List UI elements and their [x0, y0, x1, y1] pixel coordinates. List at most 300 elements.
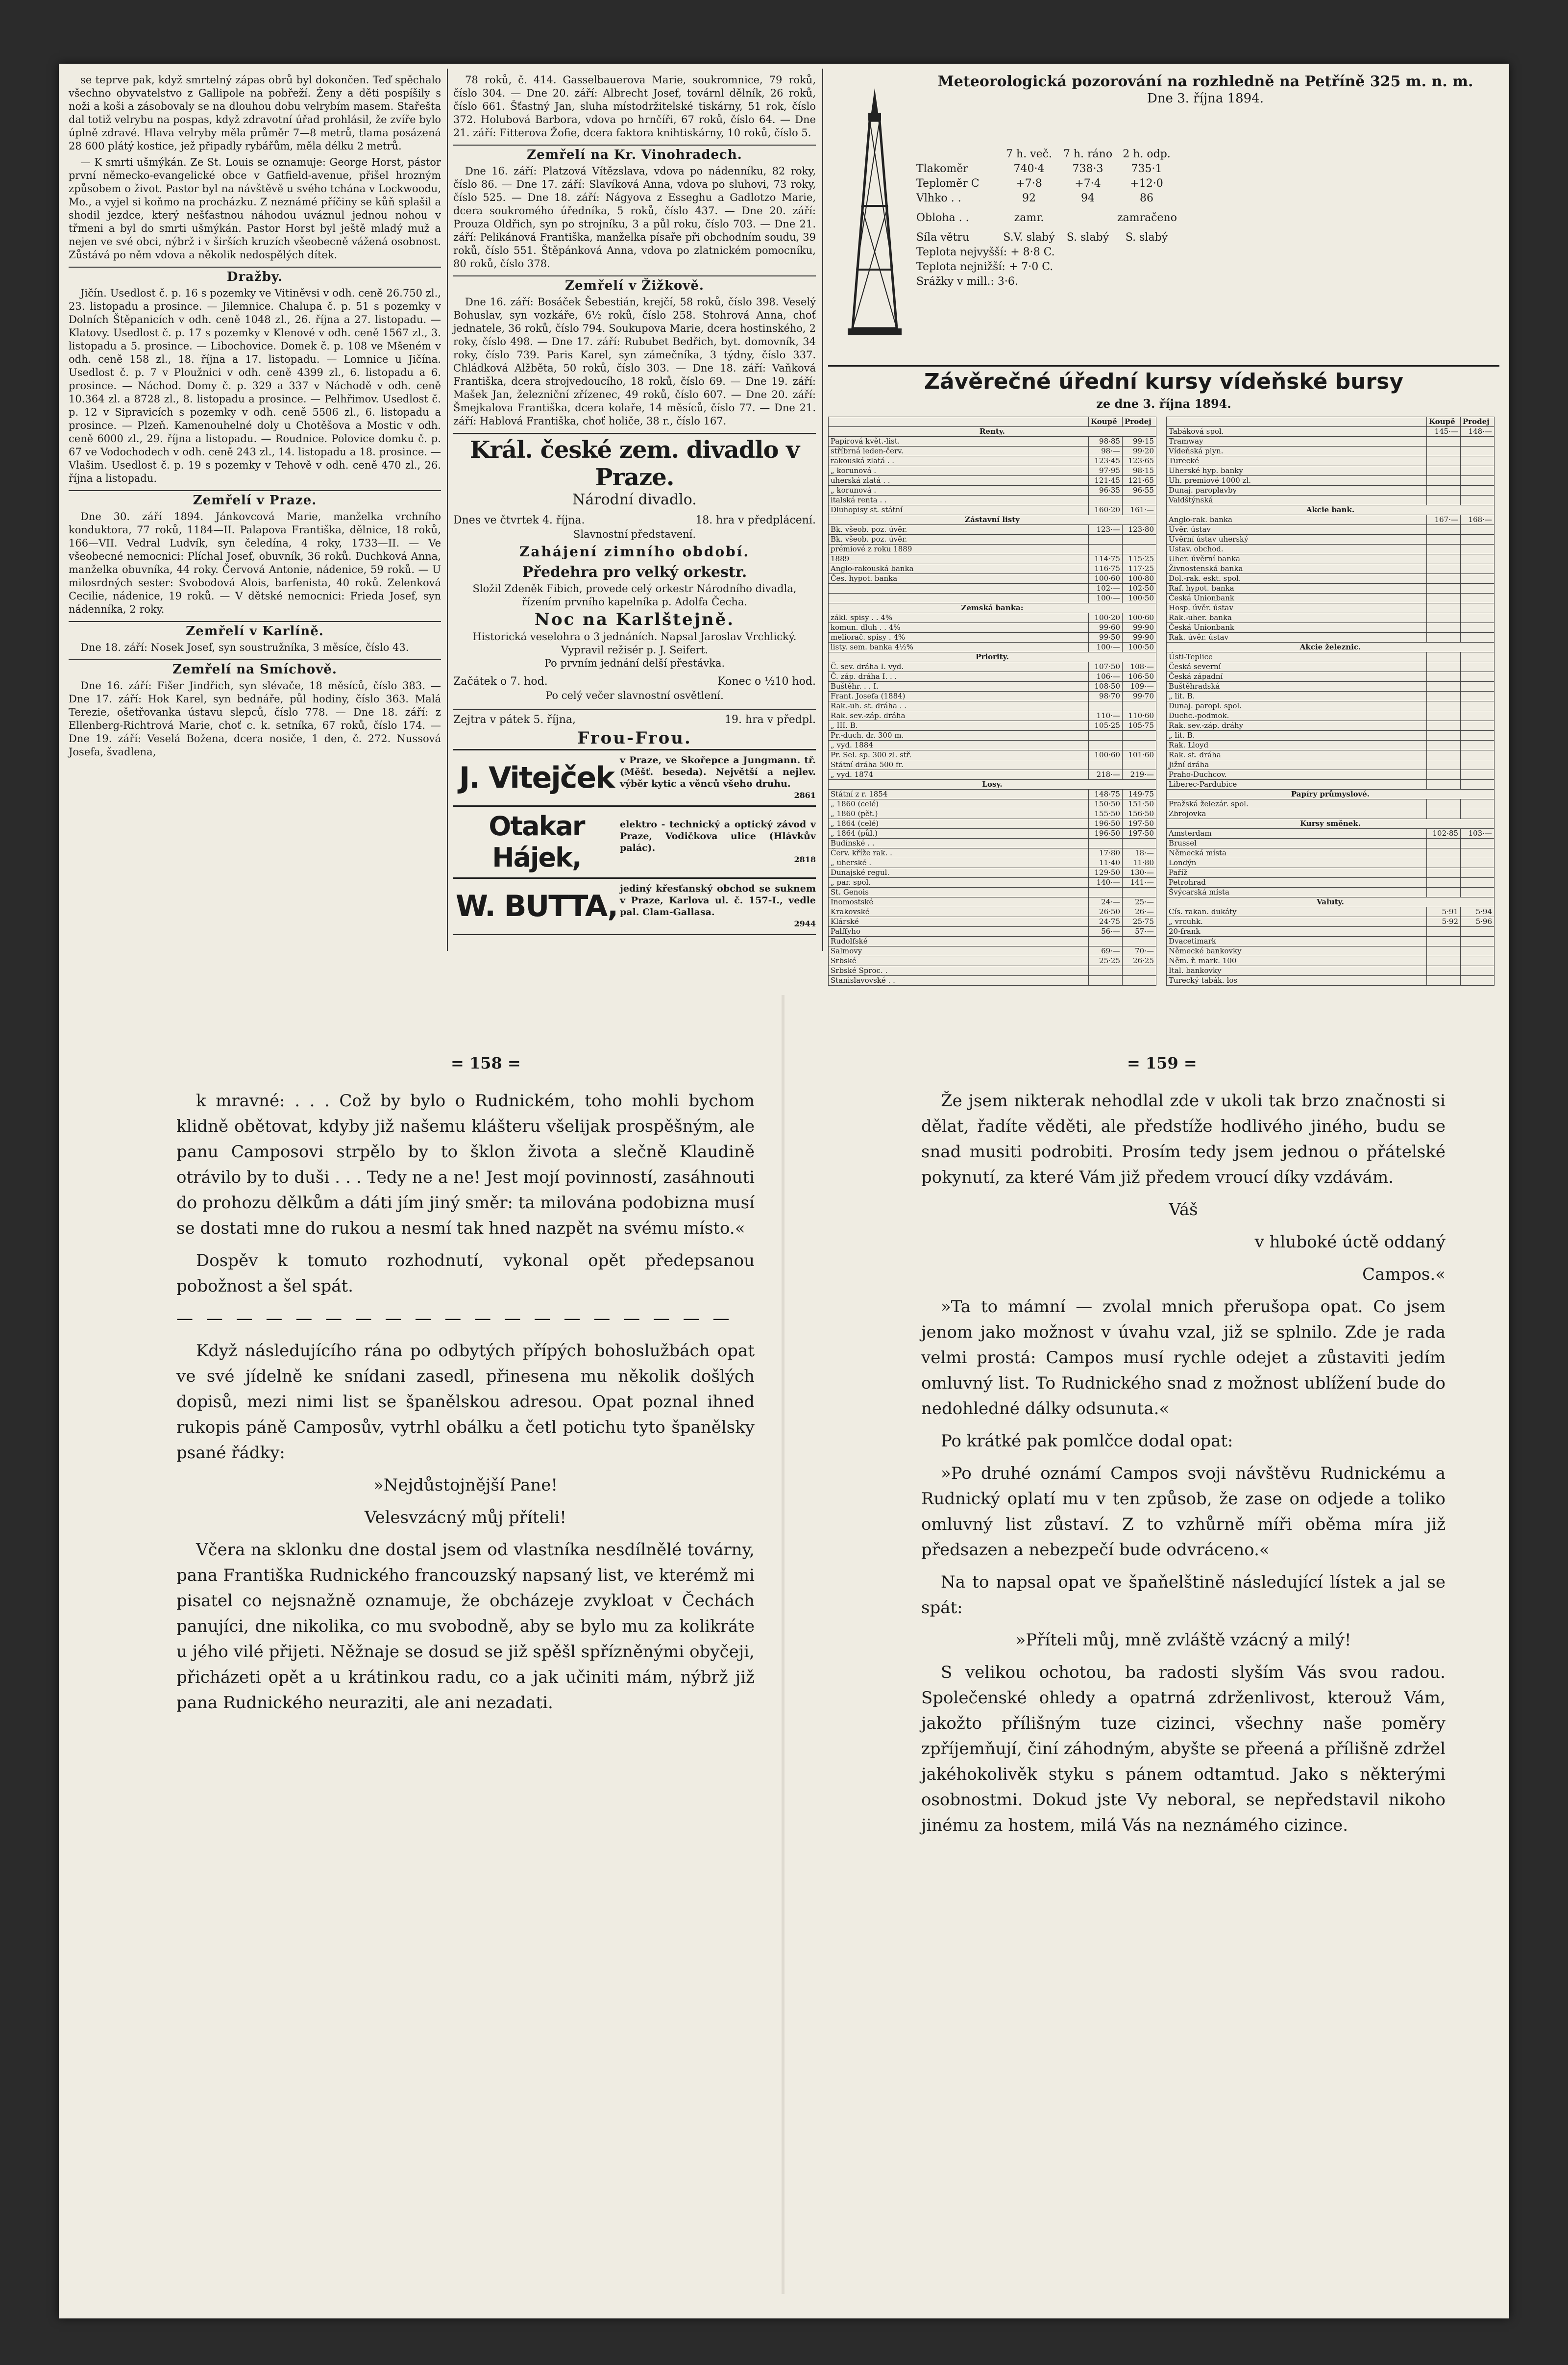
bursa-sell: 25·75 — [1123, 917, 1156, 927]
bursa-section-row — [1167, 819, 1494, 829]
bursa-sell — [1461, 780, 1494, 790]
bursa-title: Závěrečné úřední kursy vídeňské bursy — [828, 365, 1499, 394]
bursa-row — [829, 829, 1156, 839]
bursa-name: italská renta . . — [829, 496, 1089, 505]
bursa-row — [1167, 437, 1494, 447]
bursa-sell: 156·50 — [1123, 809, 1156, 819]
bursa-buy: 100·— — [1089, 643, 1123, 652]
bursa-section-label: Zemská banka: — [829, 603, 1156, 613]
bursa-buy — [1089, 731, 1123, 741]
bursa-sell: 98·15 — [1123, 466, 1156, 476]
bursa-sell: 115·25 — [1123, 554, 1156, 564]
bursa-sell: 99·15 — [1123, 437, 1156, 447]
bursa-sell — [1461, 770, 1494, 780]
bursa-name: Bk. všeob. poz. úvěr. — [829, 535, 1089, 545]
bursa-name: Úvěr. ústav — [1167, 525, 1427, 535]
bursa-row — [829, 956, 1156, 966]
bursa-name: Turecký tabák. los — [1167, 976, 1427, 986]
bursa-row — [829, 584, 1156, 594]
bursa-sell — [1123, 731, 1156, 741]
bursa-row — [829, 701, 1156, 711]
bursa-name: „ 1864 (půl.) — [829, 829, 1089, 839]
bursa-header-cell: Prodej — [1461, 417, 1494, 427]
bursa-buy: 100·60 — [1089, 750, 1123, 760]
theatre-times — [453, 675, 816, 688]
bursa-buy — [1089, 496, 1123, 505]
bursa-sell: 106·50 — [1123, 672, 1156, 682]
bursa-row — [1167, 741, 1494, 750]
bursa-name: Rak. sev.-záp. dráha — [829, 711, 1089, 721]
bursa-sell: 5·96 — [1461, 917, 1494, 927]
bursa-name: Dluhopisy st. státní — [829, 505, 1089, 515]
bursa-sell — [1461, 760, 1494, 770]
bursa-sell: 99·70 — [1123, 692, 1156, 701]
bursa-buy — [1089, 839, 1123, 848]
bursa-name: Pražská železár. spol. — [1167, 799, 1427, 809]
bursa-sell — [1461, 966, 1494, 976]
bursa-sell: 18·— — [1123, 848, 1156, 858]
bursa-name: Rak.-uh. st. dráha . . — [829, 701, 1089, 711]
bursa-buy — [1427, 760, 1461, 770]
weather-row: Síla větru S.V. slabý S. slabý S. slabý — [916, 231, 1168, 244]
bursa-name: Krakovské — [829, 907, 1089, 917]
bursa-row — [1167, 584, 1494, 594]
bursa-row — [829, 731, 1156, 741]
bursa-sell — [1461, 574, 1494, 584]
bursa-buy — [1427, 476, 1461, 486]
bursa-name: Duchc.-podmok. — [1167, 711, 1427, 721]
bursa-sell: 26·— — [1123, 907, 1156, 917]
bursa-row — [829, 447, 1156, 456]
bursa-row — [829, 897, 1156, 907]
ad-butta-number: 2944 — [794, 919, 816, 928]
theatre-play-title: Noc na Karlštejně. — [534, 610, 735, 629]
bursa-sell — [1461, 927, 1494, 937]
bursa-sell: 117·25 — [1123, 564, 1156, 574]
theatre-today-row — [453, 514, 816, 527]
bursa-buy: 24·75 — [1089, 917, 1123, 927]
bursa-date: ze dne 3. října 1894. — [1096, 397, 1231, 411]
bursa-name: Rak.-uher. banka — [1167, 613, 1427, 623]
bursa-name: Česká Unionbank — [1167, 594, 1427, 603]
letter-signature: Campos.« — [1362, 1265, 1446, 1284]
bursa-row — [1167, 427, 1494, 437]
bursa-name: Bk. všeob. poz. úvěr. — [829, 525, 1089, 535]
bursa-sell: 141·— — [1123, 878, 1156, 888]
letter-salutation: Velesvzácný můj příteli! — [365, 1508, 566, 1527]
bursa-row — [829, 456, 1156, 466]
bursa-row — [1167, 878, 1494, 888]
bursa-buy — [1089, 535, 1123, 545]
bursa-row — [829, 878, 1156, 888]
bursa-row — [1167, 711, 1494, 721]
bursa-sell — [1461, 878, 1494, 888]
bursa-row — [1167, 535, 1494, 545]
bursa-header-row — [829, 417, 1156, 427]
theatre-tomorrow-subscription: 19. hra v předpl. — [724, 714, 816, 726]
bursa-row — [829, 682, 1156, 692]
bursa-buy: 123·45 — [1089, 456, 1123, 466]
bursa-buy — [1427, 652, 1461, 662]
page-number-right: = 159 = — [1127, 1054, 1197, 1072]
bursa-name: Liberec-Pardubice — [1167, 780, 1427, 790]
bursa-row — [1167, 486, 1494, 496]
bursa-buy: 99·60 — [1089, 623, 1123, 633]
bursa-buy — [1427, 682, 1461, 692]
bursa-buy: 123·— — [1089, 525, 1123, 535]
bursa-buy: 5·92 — [1427, 917, 1461, 927]
bursa-buy — [1427, 535, 1461, 545]
novel-paragraph: Když následujícího rána po odbytých přípých bohoslužbách opat ve své jídelně ke snídani zasedl, přinesena mu několik došlých dopisů, mezi nimi list se španělskou adresou. Opat poznal ihned rukopis páně Camposův, vytrhl obálku a četl potichu tyto španělsky psané řádky: — [176, 1341, 755, 1463]
bursa-sell — [1461, 946, 1494, 956]
bursa-row — [1167, 545, 1494, 554]
deaths-karlin-heading: Zemřelí v Karlíně. — [69, 621, 441, 638]
bursa-sell: 123·80 — [1123, 525, 1156, 535]
bursa-name: Rak. sev.-záp. dráhy — [1167, 721, 1427, 731]
ad-vitejcek-text: v Praze, ve Skořepce a Jungmann. tř. (Měšť. beseda). Největší a nejlev. výběr kytic a věnců všeho druhu. — [620, 755, 816, 789]
bursa-buy: 98·85 — [1089, 437, 1123, 447]
bursa-table-right — [1166, 417, 1494, 986]
bursa-name: Anglo-rak. banka — [1167, 515, 1427, 525]
bursa-row — [1167, 907, 1494, 917]
bursa-buy: 98·— — [1089, 447, 1123, 456]
bursa-header-cell: Koupě — [1427, 417, 1461, 427]
bursa-buy — [1427, 633, 1461, 643]
bursa-header-cell — [829, 417, 1089, 427]
bursa-sell: 26·25 — [1123, 956, 1156, 966]
bursa-name: Státní dráha 500 fr. — [829, 760, 1089, 770]
bursa-header-cell — [1167, 417, 1427, 427]
bursa-row — [1167, 927, 1494, 937]
bursa-buy — [1427, 554, 1461, 564]
letter-paragraph: S velikou ochotou, ba radosti slyším Vás svou radou. Společenské ohledy a opatrná zdrženlivost, kterouž Vám, jakožto přílišným tuze cizinci, všechny naše poměry zpříjemňují, činí záhodným, abyšte se přeená a přílišně zdržel jakéhokolivěk styku s pánem odtamtud. Jako s některými osobnostmi. Dokud jste Vy neboral, se nepředstavil nikoho jinému za hostem, milá Vás na neznámého cizince. — [921, 1663, 1446, 1835]
bursa-buy: 99·50 — [1089, 633, 1123, 643]
bursa-buy — [1427, 486, 1461, 496]
bursa-name — [829, 584, 1089, 594]
bursa-sell: 100·50 — [1123, 643, 1156, 652]
bursa-buy: 25·25 — [1089, 956, 1123, 966]
petrin-tower-icon — [843, 83, 906, 338]
deaths-continued: 78 roků, č. 414. Gasselbauerova Marie, soukromnice, 79 roků, číslo 304. — Dne 20. září: Albrecht Josef, továrnl dělník, 26 roků, číslo 661. Šťastný Jan, sluha místodržitelské tiskárny, 51 rok, číslo 372. Holubová Barbora, vdova po hrnčíři, 67 roků, číslo 64. — Dne 21. září: Fitterova Žofie, dcera faktora knihtiskárny, 10 roků, číslo 5. — [453, 74, 816, 139]
bursa-sell — [1461, 888, 1494, 897]
bursa-name: Valdštýnská — [1167, 496, 1427, 505]
bursa-name: Inomostské — [829, 897, 1089, 907]
bursa-sell — [1461, 554, 1494, 564]
bursa-row — [1167, 976, 1494, 986]
bursa-buy — [1089, 545, 1123, 554]
bursa-buy — [1427, 976, 1461, 986]
bursa-buy: 17·80 — [1089, 848, 1123, 858]
bursa-sell: 5·94 — [1461, 907, 1494, 917]
bursa-row — [1167, 652, 1494, 662]
bursa-name: Srbské — [829, 956, 1089, 966]
bursa-sell — [1461, 682, 1494, 692]
bursa-buy: 155·50 — [1089, 809, 1123, 819]
bursa-name: Česká západní — [1167, 672, 1427, 682]
bursa-buy — [1427, 731, 1461, 741]
bursa-row — [1167, 564, 1494, 574]
bursa-name: „ lit. B. — [1167, 692, 1427, 701]
bursa-sell: 197·50 — [1123, 819, 1156, 829]
bursa-row — [1167, 594, 1494, 603]
bursa-row — [829, 819, 1156, 829]
bursa-buy — [1427, 672, 1461, 682]
bursa-name: „ vyd. 1884 — [829, 741, 1089, 750]
bursa-section-label: Akcie bank. — [1167, 505, 1494, 515]
bursa-buy — [1427, 525, 1461, 535]
bursa-name: Anglo-rakouská banka — [829, 564, 1089, 574]
bursa-row — [829, 721, 1156, 731]
bursa-name: Uh. premiové 1000 zl. — [1167, 476, 1427, 486]
bursa-row — [829, 868, 1156, 878]
bursa-sell — [1461, 692, 1494, 701]
bursa-sell: 109·— — [1123, 682, 1156, 692]
bursa-row — [1167, 525, 1494, 535]
bursa-name: Brussel — [1167, 839, 1427, 848]
bursa-sell: 148·— — [1461, 427, 1494, 437]
bursa-name: Srbské Sproc. . — [829, 966, 1089, 976]
bursa-row — [1167, 868, 1494, 878]
bursa-row — [1167, 780, 1494, 790]
bursa-name: „ vrcuhk. — [1167, 917, 1427, 927]
bursa-buy — [1427, 545, 1461, 554]
bursa-buy: 218·— — [1089, 770, 1123, 780]
bursa-name: Německá místa — [1167, 848, 1427, 858]
novel-paragraph: Dospěv k tomuto rozhodnutí, vykonal opět předepsanou pobožnost a šel spát. — [176, 1251, 755, 1296]
bursa-name: Raf. hypot. banka — [1167, 584, 1427, 594]
bursa-sell: 151·50 — [1123, 799, 1156, 809]
bursa-row — [1167, 750, 1494, 760]
bursa-name: „ vyd. 1874 — [829, 770, 1089, 780]
bursa-buy — [1427, 927, 1461, 937]
weather-date: Dne 3. října 1894. — [1147, 91, 1264, 106]
bursa-row — [829, 711, 1156, 721]
bursa-name: „ korunová . — [829, 486, 1089, 496]
bursa-section-label: Priority. — [829, 652, 1156, 662]
bursa-sell: 168·— — [1461, 515, 1494, 525]
bursa-buy: 114·75 — [1089, 554, 1123, 564]
bursa-buy — [1089, 937, 1123, 946]
bursa-buy — [1427, 878, 1461, 888]
bursa-sell — [1461, 848, 1494, 858]
deaths-smichov-heading: Zemřelí na Smíchově. — [69, 659, 441, 676]
novel-paragraph: k mravné: . . . Což by bylo o Rudnickém, toho mohli bychom klidně obětovat, kdyby již našemu klášteru všelijak prospěšným, ale panu Camposovi strpělo by to šklon života a slečně Klaudině otrávilo by to duši . . . Tedy ne a ne! Jest mojí povinností, zasáhnouti do prohozu dělkům a dáti jím jiný směr: ta milována podobizna musí se dostati mne do rukou a nesmí tak hned nazpět na svému místo.« — [176, 1091, 755, 1238]
bursa-section-label: Losy. — [829, 780, 1156, 790]
bursa-name: Frant. Josefa (1884) — [829, 692, 1089, 701]
bursa-row — [1167, 937, 1494, 946]
bursa-row — [829, 946, 1156, 956]
deaths-vinohrady-heading: Zemřelí na Kr. Vinohradech. — [453, 145, 816, 162]
bursa-sell — [1461, 633, 1494, 643]
ad-vitejcek-number: 2861 — [794, 791, 816, 800]
weather-hour: 7 h. več. — [1006, 148, 1052, 160]
theatre-today-date: Dnes ve čtvrtek 4. října. — [453, 514, 585, 526]
bursa-row — [829, 976, 1156, 986]
bursa-row — [1167, 917, 1494, 927]
novel-paragraph: »Ta to mámní — zvolal mnich přerušopa opat. Co jsem jenom jako možnost v úvahu vzal, již se splnilo. Zde je rada velmi prostá: Campos musí rychle odejet a zůstaviti jedím omluvný list. To Rudnického snad z možnost ublížení bude do nedohledné dálky odsunuta.« — [921, 1297, 1446, 1419]
bursa-row — [1167, 554, 1494, 564]
theatre-end: Konec o ½10 hod. — [717, 675, 816, 688]
ad-hajek-text: elektro - technický a optický závod v Praze, Vodičkova ulice (Hlávkův palác). — [620, 819, 816, 853]
bursa-row — [829, 741, 1156, 750]
bursa-section-label: Renty. — [829, 427, 1156, 437]
bursa-buy — [1427, 564, 1461, 574]
weather-rain: Srážky v mill.: 3·6. — [916, 275, 1018, 288]
bursa-buy — [1427, 770, 1461, 780]
bursa-row — [1167, 809, 1494, 819]
theatre-prelude: Předehra pro velký orkestr. — [522, 564, 747, 581]
bursa-name: 20-frank — [1167, 927, 1427, 937]
letter-paragraph: Včera na sklonku dne dostal jsem od vlastníka nesdílnělé továrny, pana Františka Rudnického francouzský napsaný list, ve kterémž mi pisatel co nejsnažně oznamuje, že obcházeje zvykloat v Čechách panujíci, dne nikolika, co mu svobodně, aby se bylo mu za kolikráte u jého vilé přijeti. Něžnaje se dosud se již spěšl spřízněnými obyčeji, přicházeti opět a u krátinkou radu, co a jak učiniti mám, nýbrž již pana Rudnického neuraziti, ale ani nezadati. — [176, 1540, 755, 1713]
bursa-section-row — [1167, 505, 1494, 515]
bursa-sell — [1461, 858, 1494, 868]
bursa-row — [1167, 888, 1494, 897]
auctions-heading: Dražby. — [69, 267, 441, 284]
bursa-row — [1167, 456, 1494, 466]
bursa-row — [1167, 701, 1494, 711]
bursa-row — [829, 574, 1156, 584]
novel-paragraph: Na to napsal opat ve špaňelštině následující lístek a jal se spát: — [921, 1572, 1446, 1618]
bursa-name: Německé bankovky — [1167, 946, 1427, 956]
bursa-name: Hosp. úvěr. ústav — [1167, 603, 1427, 613]
bursa-sell: 103·— — [1461, 829, 1494, 839]
bursa-sell — [1461, 721, 1494, 731]
bursa-sell — [1461, 437, 1494, 447]
bursa-row — [829, 790, 1156, 799]
letter-salutation: »Nejdůstojnější Pane! — [373, 1475, 558, 1495]
bursa-sell: 25·— — [1123, 897, 1156, 907]
bursa-row — [829, 966, 1156, 976]
bursa-buy — [1427, 946, 1461, 956]
ad-vitejcek-name: J. Vitejček — [459, 761, 614, 795]
weather-min: Teplota nejnižší: + 7·0 C. — [916, 261, 1054, 273]
bursa-row — [1167, 966, 1494, 976]
bursa-sell: 99·20 — [1123, 447, 1156, 456]
bursa-name: Praho-Duchcov. — [1167, 770, 1427, 780]
bursa-row — [829, 437, 1156, 447]
bursa-sell: 121·65 — [1123, 476, 1156, 486]
weather-title: Meteorologická pozorování na rozhledně na Petříně 325 m. n. m. — [937, 73, 1473, 90]
bursa-row — [1167, 721, 1494, 731]
bursa-sell — [1123, 701, 1156, 711]
bursa-row — [829, 662, 1156, 672]
column-rule — [822, 69, 823, 951]
bursa-name: 1889 — [829, 554, 1089, 564]
bursa-row — [829, 692, 1156, 701]
bursa-buy — [1427, 623, 1461, 633]
bursa-sell — [1461, 701, 1494, 711]
bursa-sell — [1123, 888, 1156, 897]
bursa-sell — [1461, 750, 1494, 760]
bursa-buy: 26·50 — [1089, 907, 1123, 917]
bursa-sell — [1461, 868, 1494, 878]
newspaper-top-section — [59, 64, 1509, 985]
bursa-buy — [1427, 809, 1461, 819]
bursa-section-row — [1167, 897, 1494, 907]
bursa-buy: 150·50 — [1089, 799, 1123, 809]
bursa-row — [829, 535, 1156, 545]
bursa-row — [1167, 829, 1494, 839]
bursa-row — [1167, 603, 1494, 613]
bursa-name: Něm. ř. mark. 100 — [1167, 956, 1427, 966]
bursa-buy: 121·45 — [1089, 476, 1123, 486]
bursa-name: Palffyho — [829, 927, 1089, 937]
bursa-name: Pr. Sel. sp. 300 zl. stř. — [829, 750, 1089, 760]
bursa-sell — [1461, 956, 1494, 966]
bursa-buy: 5·91 — [1427, 907, 1461, 917]
bursa-header-row — [1167, 417, 1494, 427]
bursa-buy: 11·40 — [1089, 858, 1123, 868]
bursa-buy — [1089, 741, 1123, 750]
bursa-sell — [1461, 839, 1494, 848]
bursa-section-row — [829, 515, 1156, 525]
bursa-buy: 167·— — [1427, 515, 1461, 525]
novel-paragraph: Po krátké pak pomlčce dodal opat: — [941, 1431, 1233, 1451]
weather-hour: 2 h. odp. — [1123, 148, 1171, 160]
bursa-name: Švýcarská místa — [1167, 888, 1427, 897]
bursa-sell — [1123, 545, 1156, 554]
bursa-name: Česká severní — [1167, 662, 1427, 672]
ad-hajek-number: 2818 — [794, 855, 816, 864]
bursa-sell — [1123, 496, 1156, 505]
ad-butta — [453, 877, 816, 935]
bursa-buy — [1427, 496, 1461, 505]
bursa-sell — [1461, 937, 1494, 946]
theatre-today-subscription: 18. hra v předplácení. — [695, 514, 816, 526]
bursa-row — [1167, 760, 1494, 770]
bursa-buy: 106·— — [1089, 672, 1123, 682]
bursa-name: Ústav. obchod. — [1167, 545, 1427, 554]
bursa-name: listy. sem. banka 4½% — [829, 643, 1089, 652]
column-rule — [447, 69, 448, 951]
bursa-name: „ lit. B. — [1167, 731, 1427, 741]
bursa-buy — [1427, 956, 1461, 966]
bursa-buy: 145·— — [1427, 427, 1461, 437]
bursa-buy — [1089, 760, 1123, 770]
bursa-row — [829, 496, 1156, 505]
bursa-sell — [1461, 535, 1494, 545]
bursa-buy — [1427, 692, 1461, 701]
deaths-karlin-text: Dne 18. září: Nosek Josef, syn soustružníka, 3 měsíce, číslo 43. — [80, 642, 409, 653]
bursa-buy — [1427, 594, 1461, 603]
bursa-section-label: Zástavní listy — [829, 515, 1156, 525]
bursa-name: Paříž — [1167, 868, 1427, 878]
bursa-row — [829, 643, 1156, 652]
bursa-buy — [1427, 584, 1461, 594]
bursa-row — [829, 525, 1156, 535]
bursa-buy — [1427, 437, 1461, 447]
bursa-sell — [1461, 613, 1494, 623]
theatre-lighting: Po celý večer slavnostní osvětlení. — [545, 690, 724, 701]
bursa-name: Pr.-duch. dr. 300 m. — [829, 731, 1089, 741]
bursa-sell: 197·50 — [1123, 829, 1156, 839]
deaths-zizkov-text: Dne 16. září: Bosáček Šebestián, krejčí, 58 roků, číslo 398. Veselý Bohuslav, syn vozkáře, 6½ roků, číslo 258. Stohrová Anna, choť jednatele, 36 roků, číslo 794. Soukupova Marie, dcera hostinského, 2 roky, číslo 498. — Dne 17. září: Rububet Bedřich, byt. domovník, 34 roky, číslo 739. Paris Karel, syn zámečníka, 3 týdny, číslo 337. Chládková Alžběta, 50 roků, číslo 303. — Dne 18. září: Vaňková Františka, dcera strojvedoucího, 18 roků, číslo 69. — Dne 19. září: Mašek Jan, železniční zřízenec, 49 roků, číslo 607. — Dne 20. září: Šmejkalova Františka, dcera kolaře, 14 měsíců, číslo 77. — Dne 21. září: Hablová Františka, choť holiče, 38 r., číslo 167. — [453, 296, 816, 427]
theatre-play-desc: Historická veselohra o 3 jednáních. Napsal Jaroslav Vrchlický. Vypravil režisér p. J. Seifert. — [472, 631, 797, 656]
bursa-name: prémiové z roku 1889 — [829, 545, 1089, 554]
bursa-sell — [1123, 760, 1156, 770]
bursa-sell — [1461, 486, 1494, 496]
bursa-row — [1167, 447, 1494, 456]
bursa-section-row — [829, 603, 1156, 613]
bursa-row — [1167, 770, 1494, 780]
bursa-name: Vídeňská plyn. — [1167, 447, 1427, 456]
bursa-buy — [1427, 574, 1461, 584]
deaths-smichov-text: Dne 16. září: Fišer Jindřich, syn slévače, 18 měsíců, číslo 383. — Dne 17. září: Hok Karel, syn bednáře, půl hodiny, číslo 363. Malá Terezie, ošetřovanka ústavu slepců, číslo 778. — Dne 18. září: z Ellenberg-Richtrová Marie, choť c. k. setníka, 67 roků, číslo 174. — Dne 19. září: Veselá Božena, dcera nosiče, 1 den, č. 272. Nussová Josefa, švadlena, — [69, 680, 441, 758]
theatre-tomorrow-row — [453, 709, 816, 726]
bursa-name: meliorač. spisy . 4% — [829, 633, 1089, 643]
bursa-buy: 102·85 — [1427, 829, 1461, 839]
ad-vitejcek — [453, 749, 816, 805]
